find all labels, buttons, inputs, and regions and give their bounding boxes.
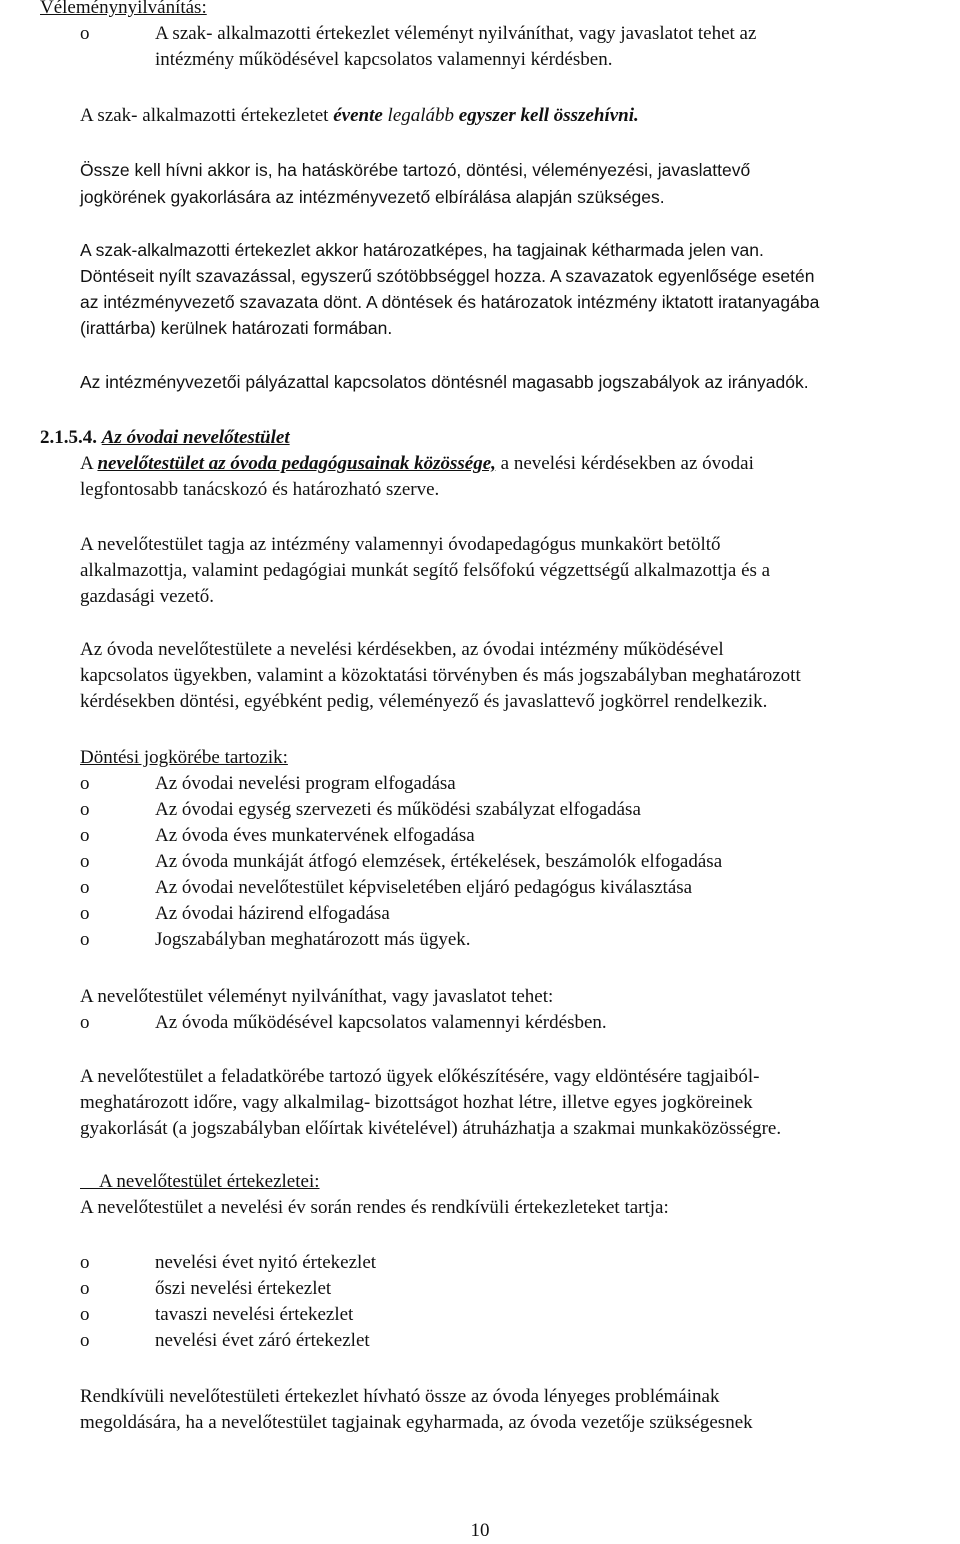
delegate-line-1: A nevelőtestület a feladatkörébe tartozó ügyek előkészítésére, vagy eldöntésére tagjaiból- xyxy=(80,1066,760,1087)
section-number: 2.1.5.4. xyxy=(40,427,97,448)
quorum-line-4: (irattárba) kerülnek határozati formában. xyxy=(80,318,393,338)
convene-paragraph: A szak- alkalmazotti értekezletet évente legalább egyszer kell összehívni. xyxy=(80,105,639,126)
opinion-heading: Véleménynyilvánítás: xyxy=(40,0,207,18)
decision-heading: Döntési jogkörébe tartozik: xyxy=(80,747,288,768)
definition-line-1: A nevelőtestület az óvoda pedagógusainak közössége, a nevelési kérdésekben az óvodai xyxy=(80,453,754,474)
opinion-list-item-cont: intézmény működésével kapcsolatos valamennyi kérdésben. xyxy=(155,49,613,70)
delegate-line-2: meghatározott időre, vagy alkalmilag- bizottságot hozhat létre, illetve egyes jogköreinek xyxy=(80,1092,753,1113)
page-number: 10 xyxy=(470,1520,490,1541)
decision-list-item: o Az óvodai nevelőtestület képviseletében eljáró pedagógus kiválasztása xyxy=(80,877,693,898)
decision-list-item: o Az óvodai házirend elfogadása xyxy=(80,903,390,924)
convene2-line-1: Össze kell hívni akkor is, ha hatáskörébe tartozó, döntési, véleményezési, javaslattevő xyxy=(80,160,751,180)
meetings-intro: A nevelőtestület a nevelési év során rendes és rendkívüli értekezleteket tartja: xyxy=(80,1197,669,1218)
rights-line-2: kapcsolatos ügyekben, valamint a közoktatási törvényben és más jogszabályban meghatározott xyxy=(80,665,801,686)
member-line-2: alkalmazottja, valamint pedagógiai munkát segítő felsőfokú végzettségű alkalmazottja és a xyxy=(80,560,771,581)
extra-line-1: Rendkívüli nevelőtestületi értekezlet hívható össze az óvoda lényeges problémáinak xyxy=(80,1386,720,1407)
definition-line-2: legfontosabb tanácskozó és határozható szerve. xyxy=(80,479,440,500)
section-heading xyxy=(40,425,290,451)
quorum-line-3: az intézményvezető szavazata dönt. A döntések és határozatok intézmény iktatott iratanyagába xyxy=(80,292,820,312)
leader-line: Az intézményvezetői pályázattal kapcsolatos döntésnél magasabb jogszabályok az irányadók. xyxy=(80,372,809,392)
opinion2-line: A nevelőtestület véleményt nyilváníthat, vagy javaslatot tehet: xyxy=(80,986,554,1007)
decision-list-item: o Az óvoda munkáját átfogó elemzések, értékelések, beszámolók elfogadása xyxy=(80,851,723,872)
rights-line-1: Az óvoda nevelőtestülete a nevelési kérdésekben, az óvodai intézmény működésével xyxy=(80,639,724,660)
meeting-list-item: o nevelési évet nyitó értekezlet xyxy=(80,1252,377,1273)
quorum-line-1: A szak-alkalmazotti értekezlet akkor határozatképes, ha tagjainak kétharmada jelen van. xyxy=(80,240,764,260)
meeting-list-item: o tavaszi nevelési értekezlet xyxy=(80,1304,354,1325)
convene2-line-2: jogkörének gyakorlására az intézményvezető elbírálása alapján szükséges. xyxy=(80,187,665,207)
decision-list-item: o Az óvodai egység szervezeti és működési szabályzat elfogadása xyxy=(80,799,641,820)
meeting-list-item: o nevelési évet záró értekezlet xyxy=(80,1330,370,1351)
decision-list-item: o Jogszabályban meghatározott más ügyek. xyxy=(80,929,471,950)
decision-list-item: o Az óvoda éves munkatervének elfogadása xyxy=(80,825,475,846)
section-title: Az óvodai nevelőtestület xyxy=(101,427,290,448)
opinion-list-item: o A szak- alkalmazotti értekezlet véleményt nyilváníthat, vagy javaslatot tehet az xyxy=(80,23,757,44)
quorum-line-2: Döntéseit nyílt szavazással, egyszerű szótöbbséggel hozza. A szavazatok egyenlősége esetén xyxy=(80,266,815,286)
delegate-line-3: gyakorlását (a jogszabályban előírtak kivételével) átruházhatja a szakmai munkaközösségre. xyxy=(80,1118,782,1139)
decision-list-item: o Az óvodai nevelési program elfogadása xyxy=(80,773,456,794)
meetings-heading: A nevelőtestület értekezletei: xyxy=(99,1171,320,1192)
member-line-1: A nevelőtestület tagja az intézmény valamennyi óvodapedagógus munkakört betöltő xyxy=(80,534,721,555)
extra-line-2: megoldására, ha a nevelőtestület tagjainak egyharmada, az óvoda vezetője szükségesnek xyxy=(80,1412,753,1433)
rights-line-3: kérdésekben döntési, egyébként pedig, véleményező és javaslattevő jogkörrel rendelkezik. xyxy=(80,691,768,712)
meeting-list-item: o őszi nevelési értekezlet xyxy=(80,1278,332,1299)
member-line-3: gazdasági vezető. xyxy=(80,586,214,607)
opinion2-list-item: o Az óvoda működésével kapcsolatos valamennyi kérdésben. xyxy=(80,1012,607,1033)
